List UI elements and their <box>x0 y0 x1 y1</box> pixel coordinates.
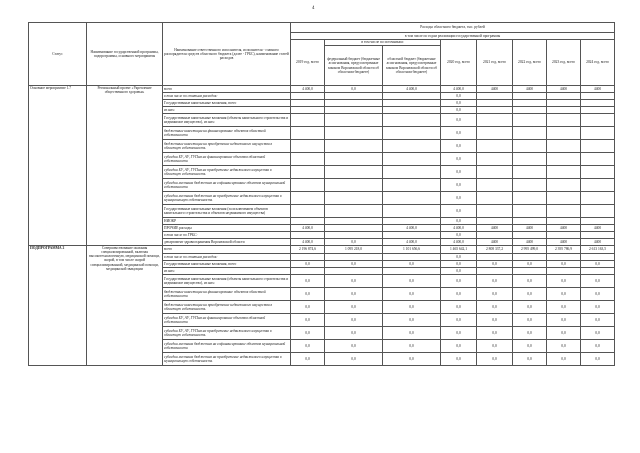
value-cell: 4400 <box>513 225 547 232</box>
header-status: Статус <box>29 23 87 86</box>
expense-item-label: ПРОЧИЕ расходы <box>163 225 291 232</box>
value-cell <box>513 254 547 261</box>
value-cell <box>581 140 615 153</box>
value-cell <box>581 107 615 114</box>
value-cell <box>547 153 581 166</box>
value-cell <box>581 218 615 225</box>
value-cell: 0,0 <box>513 261 547 268</box>
value-cell <box>581 127 615 140</box>
expense-item-label: бюджетные инвестиции на финансирование объектов областной собственности <box>163 288 291 301</box>
value-cell: 0,0 <box>581 301 615 314</box>
value-cell: 0,0 <box>441 327 477 340</box>
value-cell <box>547 140 581 153</box>
value-cell: 0,0 <box>441 205 477 218</box>
value-cell: 0,0 <box>547 353 581 366</box>
value-cell: 4400 <box>513 86 547 93</box>
value-cell: 0,0 <box>477 288 513 301</box>
value-cell: 4 400,0 <box>291 86 325 93</box>
value-cell: 4 400,0 <box>441 225 477 232</box>
value-cell: 1 465 642,1 <box>441 246 477 254</box>
value-cell: 0,0 <box>581 288 615 301</box>
value-cell <box>581 232 615 239</box>
value-cell: 0,0 <box>581 261 615 268</box>
status-cell: Основное мероприятие 1.7 <box>29 86 87 246</box>
value-cell <box>513 268 547 275</box>
value-cell: 2 395 786,9 <box>547 246 581 254</box>
expense-item-label: из них: <box>163 268 291 275</box>
value-cell <box>581 153 615 166</box>
value-cell: 0,0 <box>513 353 547 366</box>
value-cell: 0,0 <box>441 232 477 239</box>
value-cell <box>325 140 383 153</box>
value-cell: 4400 <box>513 239 547 246</box>
value-cell <box>547 192 581 205</box>
value-cell: 0,0 <box>325 261 383 268</box>
value-cell <box>513 93 547 100</box>
value-cell <box>547 166 581 179</box>
value-cell <box>325 268 383 275</box>
value-cell: 0,0 <box>325 239 383 246</box>
value-cell <box>291 268 325 275</box>
value-cell: 0,0 <box>441 179 477 192</box>
expense-item-label: департамент здравоохранения Воронежской области <box>163 239 291 246</box>
value-cell: 0,0 <box>325 275 383 288</box>
value-cell <box>513 114 547 127</box>
value-cell: 0,0 <box>383 340 441 353</box>
value-cell: 0,0 <box>513 301 547 314</box>
value-cell <box>383 153 441 166</box>
header-2023: 2023 год, всего <box>547 40 581 86</box>
value-cell: 0,0 <box>325 301 383 314</box>
value-cell <box>291 140 325 153</box>
value-cell <box>291 107 325 114</box>
header-expenses: Расходы областного бюджета, тыс. рублей <box>291 23 615 33</box>
expense-item-label: бюджетные инвестиции на приобретение недвижимого имущества в областную собственность <box>163 301 291 314</box>
value-cell: 0,0 <box>441 275 477 288</box>
value-cell <box>291 205 325 218</box>
value-cell <box>581 114 615 127</box>
value-cell: 0,0 <box>441 166 477 179</box>
value-cell: 4400 <box>547 86 581 93</box>
value-cell <box>547 205 581 218</box>
expense-item-label: Государственные капитальные вложения, всего <box>163 100 291 107</box>
value-cell: 2 613 163,5 <box>581 246 615 254</box>
value-cell: 0,0 <box>291 327 325 340</box>
value-cell <box>325 254 383 261</box>
value-cell <box>477 127 513 140</box>
value-cell <box>513 232 547 239</box>
value-cell: 0,0 <box>441 254 477 261</box>
value-cell: 4400 <box>547 225 581 232</box>
value-cell: 4 400,0 <box>383 225 441 232</box>
header-incl: в том числе по источникам: <box>325 40 441 46</box>
value-cell: 0,0 <box>477 327 513 340</box>
value-cell <box>383 232 441 239</box>
value-cell: 0,0 <box>477 275 513 288</box>
expense-item-label: бюджетные инвестиции на приобретение недвижимого имущества в областную собственность <box>163 140 291 153</box>
expense-item-label: в том числе по статьям расходов: <box>163 93 291 100</box>
value-cell: 4 400,0 <box>441 239 477 246</box>
expense-item-label: субсидии БУ, АУ, ГУПам на финансирование объектов областной собственности <box>163 314 291 327</box>
value-cell <box>383 192 441 205</box>
value-cell: 0,0 <box>291 288 325 301</box>
value-cell <box>547 268 581 275</box>
value-cell: 2 196 874,6 <box>291 246 325 254</box>
expense-item-label: субсидии БУ, АУ, ГУПам на приобретение недвижимого имущества в областную собственность <box>163 166 291 179</box>
value-cell: 0,0 <box>547 301 581 314</box>
value-cell: 0,0 <box>441 288 477 301</box>
value-cell <box>477 140 513 153</box>
value-cell <box>383 93 441 100</box>
value-cell: 0,0 <box>441 268 477 275</box>
value-cell <box>513 153 547 166</box>
value-cell <box>383 268 441 275</box>
value-cell <box>291 166 325 179</box>
value-cell <box>547 93 581 100</box>
value-cell <box>581 205 615 218</box>
expense-item-label: всего <box>163 246 291 254</box>
value-cell <box>477 166 513 179</box>
value-cell: 0,0 <box>441 107 477 114</box>
value-cell: 0,0 <box>581 314 615 327</box>
value-cell <box>513 205 547 218</box>
value-cell <box>325 114 383 127</box>
value-cell <box>547 127 581 140</box>
value-cell <box>513 218 547 225</box>
value-cell: 0,0 <box>325 288 383 301</box>
value-cell <box>581 100 615 107</box>
value-cell <box>547 100 581 107</box>
value-cell: 0,0 <box>513 288 547 301</box>
value-cell <box>383 107 441 114</box>
value-cell <box>291 100 325 107</box>
value-cell <box>513 179 547 192</box>
value-cell <box>477 114 513 127</box>
value-cell: 0,0 <box>291 261 325 268</box>
value-cell <box>547 218 581 225</box>
value-cell <box>581 179 615 192</box>
expense-item-label: субсидии БУ, АУ, ГУПам на приобретение недвижимого имущества в областную собственность <box>163 327 291 340</box>
value-cell: 0,0 <box>325 353 383 366</box>
value-cell: 4400 <box>547 239 581 246</box>
header-federal: федеральный бюджет (бюджетные ассигнования, предусмотренные законом Воронежской области об областном бюджете) <box>325 46 383 86</box>
value-cell <box>383 166 441 179</box>
value-cell <box>325 218 383 225</box>
header-2022: 2022 год, всего <box>513 40 547 86</box>
value-cell <box>513 107 547 114</box>
value-cell <box>581 166 615 179</box>
value-cell: 0,0 <box>581 275 615 288</box>
value-cell <box>291 93 325 100</box>
value-cell <box>513 127 547 140</box>
value-cell <box>291 153 325 166</box>
value-cell: 0,0 <box>441 261 477 268</box>
value-cell: 0,0 <box>383 314 441 327</box>
expense-item-label: НИОКР <box>163 218 291 225</box>
value-cell <box>477 205 513 218</box>
value-cell: 0,0 <box>477 353 513 366</box>
value-cell <box>325 127 383 140</box>
value-cell <box>325 192 383 205</box>
value-cell <box>383 140 441 153</box>
value-cell: 0,0 <box>441 353 477 366</box>
value-cell <box>325 166 383 179</box>
value-cell: 1 101 656,6 <box>383 246 441 254</box>
value-cell <box>325 205 383 218</box>
header-2021: 2021 год, всего <box>477 40 513 86</box>
value-cell <box>291 218 325 225</box>
block2-body <box>29 246 615 366</box>
value-cell <box>325 179 383 192</box>
value-cell: 0,0 <box>325 340 383 353</box>
value-cell <box>547 254 581 261</box>
value-cell <box>477 268 513 275</box>
value-cell: 0,0 <box>441 340 477 353</box>
expense-item-label: субсидии местным бюджетам на софинансирование объектов муниципальной собственности <box>163 340 291 353</box>
expense-item-label: Государственные капитальные вложения, всего <box>163 261 291 268</box>
value-cell: 0,0 <box>581 353 615 366</box>
expense-item-label: субсидии местным бюджетам на приобретение недвижимого имущества в муниципальную собственность <box>163 353 291 366</box>
header-2019: 2019 год, всего <box>291 40 325 86</box>
value-cell: 0,0 <box>441 192 477 205</box>
value-cell: 4 400,0 <box>441 86 477 93</box>
value-cell: 0,0 <box>441 127 477 140</box>
value-cell <box>291 127 325 140</box>
value-cell: 0,0 <box>325 327 383 340</box>
value-cell: 4 400,0 <box>383 239 441 246</box>
value-cell <box>513 140 547 153</box>
value-cell <box>513 100 547 107</box>
value-cell: 0,0 <box>477 340 513 353</box>
value-cell <box>581 93 615 100</box>
page-number: 4 <box>312 6 315 11</box>
value-cell <box>547 107 581 114</box>
header-responsible: Наименование ответственного исполнителя, исполнителя - главного распорядителя средств областного бюджета (далее - ГРБС), наименование статей расходов <box>163 23 291 86</box>
value-cell: 4400 <box>581 86 615 93</box>
expense-item-label: всего <box>163 86 291 93</box>
value-cell <box>383 179 441 192</box>
value-cell: 4 400,0 <box>291 225 325 232</box>
value-cell: 0,0 <box>547 288 581 301</box>
value-cell: 4400 <box>477 225 513 232</box>
value-cell: 4400 <box>581 225 615 232</box>
value-cell: 0,0 <box>477 314 513 327</box>
value-cell <box>547 114 581 127</box>
value-cell: 4400 <box>477 86 513 93</box>
value-cell <box>547 232 581 239</box>
value-cell: 0,0 <box>513 275 547 288</box>
value-cell <box>477 232 513 239</box>
value-cell: 0,0 <box>441 93 477 100</box>
value-cell: 0,0 <box>477 301 513 314</box>
expense-item-label: бюджетные инвестиции на финансирование объектов областной собственности <box>163 127 291 140</box>
header-stage-note: в том числе по годам реализации государственной программы <box>291 33 615 40</box>
value-cell: 0,0 <box>383 275 441 288</box>
value-cell <box>383 114 441 127</box>
value-cell: 0,0 <box>547 327 581 340</box>
value-cell: 0,0 <box>291 314 325 327</box>
value-cell: 0,0 <box>441 140 477 153</box>
value-cell <box>581 254 615 261</box>
value-cell: 0,0 <box>291 340 325 353</box>
value-cell <box>291 192 325 205</box>
value-cell: 0,0 <box>581 327 615 340</box>
value-cell: 0,0 <box>383 353 441 366</box>
value-cell <box>383 100 441 107</box>
value-cell: 4400 <box>477 239 513 246</box>
value-cell <box>477 179 513 192</box>
header-program-name: Наименование государственной программы, подпрограммы, основного мероприятия <box>87 23 163 86</box>
value-cell <box>325 100 383 107</box>
value-cell <box>477 153 513 166</box>
value-cell: 0,0 <box>477 261 513 268</box>
value-cell <box>477 107 513 114</box>
program-name-cell: Региональный проект «Укрепление общественного здоровья» <box>87 86 163 246</box>
expense-item-label: субсидии местным бюджетам на приобретение недвижимого имущества в муниципальную собственность <box>163 192 291 205</box>
value-cell: 2 808 337,2 <box>477 246 513 254</box>
value-cell: 4 400,0 <box>291 239 325 246</box>
value-cell: 2 995 499,0 <box>513 246 547 254</box>
value-cell: 0,0 <box>441 314 477 327</box>
value-cell: 0,0 <box>513 314 547 327</box>
status-cell: ПОДПРОГРАММА 2 <box>29 246 87 366</box>
value-cell <box>325 153 383 166</box>
expense-item-label: Государственные капитальные вложения (за исключением объектов капитального строительства и объектов недвижимого имущества) <box>163 205 291 218</box>
value-cell <box>383 205 441 218</box>
expense-item-label: в том числе по ГРБС: <box>163 232 291 239</box>
value-cell: 0,0 <box>441 301 477 314</box>
value-cell: 0,0 <box>383 261 441 268</box>
value-cell <box>325 232 383 239</box>
expense-item-label: субсидии БУ, АУ, ГУПам на финансирование объектов областной собственности <box>163 153 291 166</box>
expense-item-label: субсидии местным бюджетам на софинансирование объектов муниципальной собственности <box>163 179 291 192</box>
value-cell: 0,0 <box>383 288 441 301</box>
value-cell <box>581 268 615 275</box>
value-cell: 0,0 <box>291 275 325 288</box>
value-cell: 0,0 <box>547 261 581 268</box>
value-cell <box>513 192 547 205</box>
value-cell <box>477 218 513 225</box>
value-cell: 0,0 <box>383 301 441 314</box>
expense-item-label: Государственные капитальные вложения (объекты капитального строительства и недвижимое имущество), из них: <box>163 275 291 288</box>
header-regional: областной бюджет (бюджетные ассигнования, предусмотренные законом Воронежской области об областном бюджете) <box>383 46 441 86</box>
program-name-cell: Совершенствование оказания специализированной, включая высокотехнологичную, медицинской помощи, скорой, в том числе скорой специализированной, медицинской помощи, медицинской эвакуации <box>87 246 163 366</box>
table-row <box>29 246 615 254</box>
value-cell <box>325 225 383 232</box>
value-cell <box>477 192 513 205</box>
value-cell: 0,0 <box>291 353 325 366</box>
value-cell: 0,0 <box>441 218 477 225</box>
value-cell <box>291 254 325 261</box>
value-cell <box>581 192 615 205</box>
value-cell: 0,0 <box>513 340 547 353</box>
value-cell <box>325 93 383 100</box>
value-cell <box>291 179 325 192</box>
value-cell: 0,0 <box>325 314 383 327</box>
value-cell: 0,0 <box>513 327 547 340</box>
value-cell: 0,0 <box>441 100 477 107</box>
expense-item-label: Государственные капитальные вложения (объекты капитального строительства и недвижимое имущество), из них: <box>163 114 291 127</box>
value-cell: 0,0 <box>547 275 581 288</box>
value-cell: 0,0 <box>441 153 477 166</box>
value-cell <box>291 114 325 127</box>
expense-item-label: из них: <box>163 107 291 114</box>
budget-table <box>28 22 615 366</box>
value-cell <box>477 93 513 100</box>
value-cell <box>383 218 441 225</box>
value-cell: 4 400,0 <box>383 86 441 93</box>
value-cell <box>291 232 325 239</box>
value-cell <box>325 107 383 114</box>
value-cell: 0,0 <box>291 301 325 314</box>
value-cell <box>383 127 441 140</box>
value-cell: 4400 <box>581 239 615 246</box>
value-cell: 0,0 <box>547 340 581 353</box>
value-cell: 0,0 <box>383 327 441 340</box>
value-cell <box>477 254 513 261</box>
table-row <box>29 86 615 93</box>
block1-body <box>29 86 615 246</box>
value-cell: 0,0 <box>325 86 383 93</box>
value-cell: 0,0 <box>581 340 615 353</box>
value-cell: 0,0 <box>441 114 477 127</box>
expense-item-label: в том числе по статьям расходов: <box>163 254 291 261</box>
value-cell <box>477 100 513 107</box>
header-2024: 2024 год, всего <box>581 40 615 86</box>
header-2020: 2020 год, всего <box>441 40 477 86</box>
value-cell <box>547 179 581 192</box>
value-cell: 0,0 <box>547 314 581 327</box>
value-cell: 1 095 218,0 <box>325 246 383 254</box>
value-cell <box>383 254 441 261</box>
value-cell <box>513 166 547 179</box>
